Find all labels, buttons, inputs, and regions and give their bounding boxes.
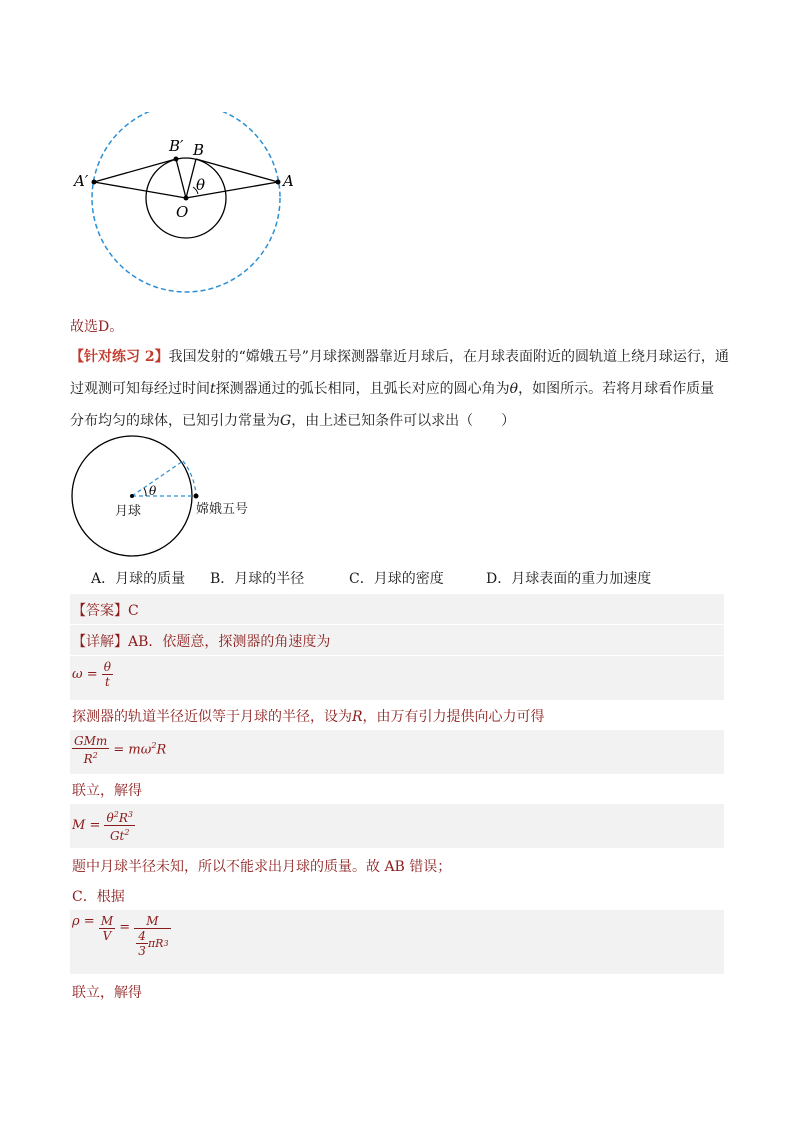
eq1-fraction bbox=[102, 660, 113, 689]
problem-line-1-text: 我国发射的“嫦娥五号”月球探测器靠近月球后，在月球表面附近的圆轨道上绕月球运行，通 bbox=[168, 349, 729, 365]
option-b: B．月球的半径 bbox=[210, 571, 305, 587]
eq2-num: GMm bbox=[74, 734, 108, 748]
eq4-pi-r: πR bbox=[147, 936, 164, 950]
answer-row bbox=[70, 594, 724, 624]
eq4-inner-fraction bbox=[136, 929, 148, 958]
problem-line-2-a: 过观测可知每经过时间 bbox=[70, 381, 210, 397]
problem-line-3-a: 分布均匀的球体，已知引力常量为 bbox=[70, 413, 280, 429]
detail-tag: 【详解】 bbox=[72, 634, 128, 650]
label-theta: θ bbox=[196, 176, 206, 194]
detail-intro-text: AB．依题意，探测器的角速度为 bbox=[128, 634, 331, 650]
eq2-rhs-end: R bbox=[156, 742, 167, 758]
detail-text-2 bbox=[72, 706, 545, 726]
label-b-prime: B′ bbox=[169, 137, 184, 155]
eq2-rhs: = mω bbox=[113, 742, 152, 758]
option-d: D．月球表面的重力加速度 bbox=[486, 571, 652, 587]
var-g: G bbox=[280, 413, 292, 429]
eq4-lhs: ρ = bbox=[72, 914, 95, 929]
var-r: R bbox=[352, 709, 363, 725]
eq3-den: Gt bbox=[109, 829, 125, 843]
option-c: C．月球的密度 bbox=[349, 571, 444, 587]
angle-theta: θ bbox=[149, 484, 157, 498]
problem-tag: 【针对练习 2】 bbox=[70, 349, 169, 365]
eq1-num: θ bbox=[103, 660, 112, 674]
detail-text-2b: ，由万有引力提供向心力可得 bbox=[362, 709, 545, 725]
problem-line-3 bbox=[70, 410, 515, 430]
equation-gravity: $\frac{\text{GMm}}{R^2}$ = $m\omega^2R$ bbox=[74, 734, 167, 766]
eq4-inner-num: 4 bbox=[138, 929, 146, 943]
eq4-inner-den: 3 bbox=[138, 944, 146, 958]
eq3-num-theta: θ bbox=[106, 811, 114, 825]
eq3-row bbox=[70, 804, 724, 848]
eq4-f2-num: M bbox=[146, 914, 159, 928]
equation-mass bbox=[72, 808, 135, 843]
problem-line-2-c: ，如图所示。若将月球看作质量 bbox=[518, 381, 715, 397]
answer-value: C bbox=[128, 603, 139, 619]
var-theta: θ bbox=[509, 381, 519, 397]
answer-line bbox=[72, 600, 139, 620]
eq2-fraction: $\frac{\text{GMm}}{R^2}$ bbox=[74, 734, 108, 766]
eq4-fraction-2: M $\frac{4}{3}$ πR 3 bbox=[134, 914, 170, 958]
eq1-lhs: ω bbox=[72, 667, 83, 682]
eq3-fraction: $\frac{\theta^2R^3}{Gt^2}$ bbox=[106, 810, 133, 843]
detail-text-3: 联立，解得 bbox=[72, 783, 142, 799]
eq2-row bbox=[70, 730, 724, 774]
detail-text-5: C．根据 bbox=[72, 889, 125, 905]
answer-tag: 【答案】 bbox=[72, 603, 128, 619]
equation-density: ρ = $\frac{M}{V}$ = M $\frac{4}{3}$ πR 3 bbox=[72, 914, 169, 958]
var-t: t bbox=[210, 381, 216, 397]
moon-orbit-diagram bbox=[70, 434, 220, 559]
probe-label: 嫦娥五号 bbox=[196, 502, 249, 517]
option-a: A．月球的质量 bbox=[91, 571, 186, 587]
problem-line-2-b: 探测器通过的弧长相同，且弧长对应的圆心角为 bbox=[215, 381, 510, 397]
detail-intro bbox=[72, 631, 330, 651]
label-a-prime: A′ bbox=[74, 172, 89, 190]
equation-omega: ω = $\frac{\theta}{t}$ bbox=[72, 660, 112, 689]
eq4-f1-den: V bbox=[102, 929, 112, 943]
label-b: B bbox=[193, 141, 205, 159]
conclusion-text: 故选D。 bbox=[70, 319, 124, 335]
eq3-num-r: R bbox=[118, 811, 128, 825]
eq1-den: t bbox=[104, 675, 110, 689]
detail-text-2a: 探测器的轨道半径近似等于月球的半径，设为 bbox=[72, 709, 352, 725]
label-o: O bbox=[176, 203, 189, 221]
label-a: A bbox=[283, 172, 294, 190]
problem-line-1 bbox=[70, 346, 730, 366]
problem-line-2 bbox=[70, 378, 714, 398]
moon-label: 月球 bbox=[115, 504, 142, 519]
eq4-f1-num: M bbox=[100, 914, 114, 928]
eq1-row bbox=[70, 656, 724, 700]
problem-line-3-b: ，由上述已知条件可以求出（ ） bbox=[291, 413, 516, 429]
detail-text-6: 联立，解得 bbox=[72, 985, 142, 1001]
eq2-den: R bbox=[83, 752, 93, 766]
detail-text-4: 题中月球半径未知，所以不能求出月球的质量。故 AB 错误； bbox=[72, 859, 452, 875]
eq3-lhs: M = bbox=[72, 818, 101, 833]
eq4-fraction-1 bbox=[99, 914, 115, 943]
